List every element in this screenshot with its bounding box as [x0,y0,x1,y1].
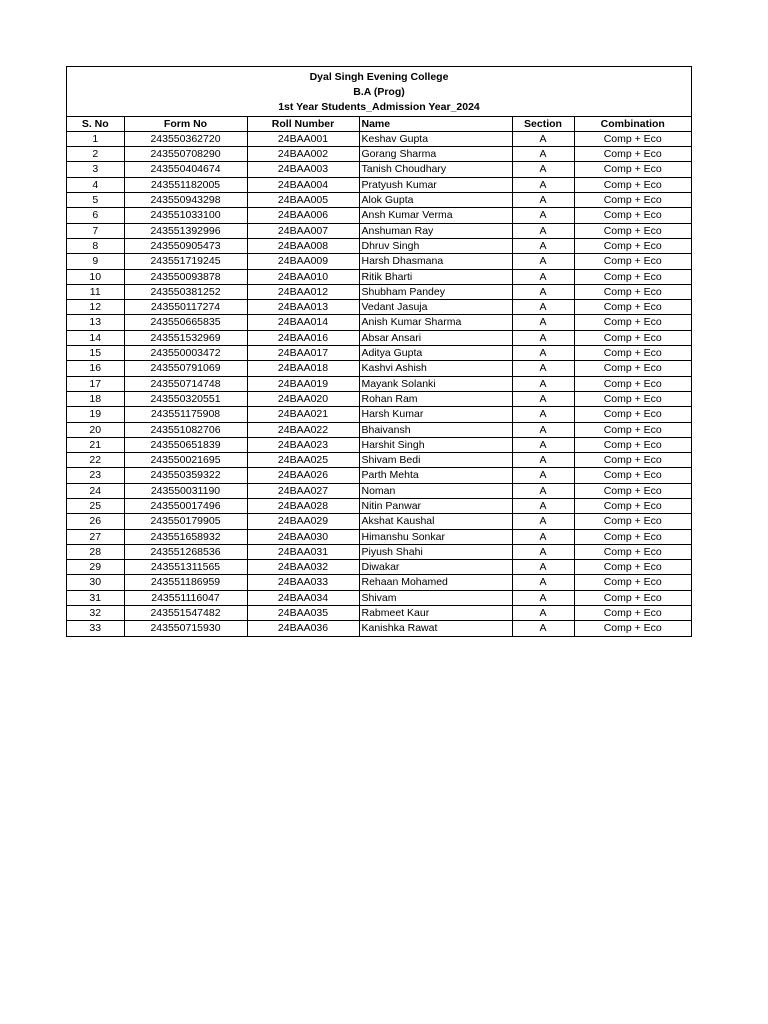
cell-name: Himanshu Sonkar [359,529,512,544]
cell-roll-number: 24BAA006 [247,208,359,223]
cell-section: A [512,606,574,621]
cell-name: Harsh Dhasmana [359,254,512,269]
cell-combination: Comp + Eco [574,621,691,636]
cell-sno: 16 [67,361,124,376]
cell-combination: Comp + Eco [574,147,691,162]
cell-roll-number: 24BAA016 [247,330,359,345]
cell-roll-number: 24BAA032 [247,560,359,575]
cell-name: Diwakar [359,560,512,575]
cell-roll-number: 24BAA028 [247,498,359,513]
cell-section: A [512,468,574,483]
table-row [67,131,691,146]
cell-sno: 6 [67,208,124,223]
table-row [67,498,691,513]
cell-form-no: 243550404674 [124,162,247,177]
cell-section: A [512,376,574,391]
column-header-section: Section [512,117,574,132]
table-row [67,468,691,483]
cell-combination: Comp + Eco [574,131,691,146]
cell-combination: Comp + Eco [574,590,691,605]
cell-name: Kanishka Rawat [359,621,512,636]
cell-form-no: 243551268536 [124,544,247,559]
title-block [67,67,691,117]
students-table [67,117,691,636]
cell-combination: Comp + Eco [574,269,691,284]
cell-form-no: 243551175908 [124,407,247,422]
cell-sno: 13 [67,315,124,330]
cell-roll-number: 24BAA027 [247,483,359,498]
cell-form-no: 243551311565 [124,560,247,575]
cell-section: A [512,453,574,468]
cell-roll-number: 24BAA001 [247,131,359,146]
cell-combination: Comp + Eco [574,407,691,422]
cell-form-no: 243551033100 [124,208,247,223]
cell-name: Shubham Pandey [359,284,512,299]
cell-section: A [512,254,574,269]
cell-name: Absar Ansari [359,330,512,345]
table-row [67,284,691,299]
cell-form-no: 243551116047 [124,590,247,605]
table-header-row [67,117,691,132]
cell-roll-number: 24BAA005 [247,193,359,208]
column-header-combination: Combination [574,117,691,132]
cell-combination: Comp + Eco [574,606,691,621]
cell-name: Shivam Bedi [359,453,512,468]
table-row [67,483,691,498]
cell-combination: Comp + Eco [574,361,691,376]
cell-section: A [512,621,574,636]
table-row [67,238,691,253]
cell-name: Rehaan Mohamed [359,575,512,590]
cell-section: A [512,560,574,575]
cell-section: A [512,575,574,590]
cell-name: Alok Gupta [359,193,512,208]
cell-form-no: 243550665835 [124,315,247,330]
table-row [67,177,691,192]
cell-combination: Comp + Eco [574,560,691,575]
table-row [67,346,691,361]
cell-form-no: 243550381252 [124,284,247,299]
cell-sno: 12 [67,300,124,315]
cell-section: A [512,361,574,376]
cell-form-no: 243551182005 [124,177,247,192]
cell-roll-number: 24BAA030 [247,529,359,544]
college-name: Dyal Singh Evening College [309,71,449,83]
list-subtitle: 1st Year Students_Admission Year_2024 [278,101,480,114]
cell-name: Ansh Kumar Verma [359,208,512,223]
column-header-form-no: Form No [124,117,247,132]
cell-section: A [512,346,574,361]
table-row [67,315,691,330]
cell-roll-number: 24BAA025 [247,453,359,468]
cell-section: A [512,208,574,223]
table-row [67,514,691,529]
cell-form-no: 243550714748 [124,376,247,391]
cell-roll-number: 24BAA004 [247,177,359,192]
cell-combination: Comp + Eco [574,223,691,238]
cell-sno: 14 [67,330,124,345]
cell-combination: Comp + Eco [574,514,691,529]
cell-section: A [512,284,574,299]
cell-form-no: 243550179905 [124,514,247,529]
cell-section: A [512,177,574,192]
table-row [67,437,691,452]
table-row [67,407,691,422]
cell-name: Kashvi Ashish [359,361,512,376]
cell-name: Dhruv Singh [359,238,512,253]
cell-name: Parth Mehta [359,468,512,483]
table-row [67,193,691,208]
cell-name: Rabmeet Kaur [359,606,512,621]
table-row [67,391,691,406]
cell-roll-number: 24BAA008 [247,238,359,253]
column-header-roll-number: Roll Number [247,117,359,132]
cell-combination: Comp + Eco [574,208,691,223]
table-row [67,453,691,468]
cell-sno: 9 [67,254,124,269]
cell-sno: 7 [67,223,124,238]
cell-combination: Comp + Eco [574,544,691,559]
cell-combination: Comp + Eco [574,529,691,544]
cell-name: Keshav Gupta [359,131,512,146]
cell-name: Rohan Ram [359,391,512,406]
cell-roll-number: 24BAA021 [247,407,359,422]
cell-form-no: 243550021695 [124,453,247,468]
cell-form-no: 243550093878 [124,269,247,284]
cell-form-no: 243551658932 [124,529,247,544]
cell-combination: Comp + Eco [574,315,691,330]
cell-sno: 18 [67,391,124,406]
table-row [67,254,691,269]
cell-name: Mayank Solanki [359,376,512,391]
cell-combination: Comp + Eco [574,162,691,177]
cell-combination: Comp + Eco [574,468,691,483]
cell-sno: 28 [67,544,124,559]
cell-name: Nitin Panwar [359,498,512,513]
cell-name: Tanish Choudhary [359,162,512,177]
cell-combination: Comp + Eco [574,238,691,253]
cell-combination: Comp + Eco [574,177,691,192]
cell-section: A [512,529,574,544]
cell-sno: 20 [67,422,124,437]
cell-section: A [512,300,574,315]
cell-form-no: 243550362720 [124,131,247,146]
table-row [67,529,691,544]
cell-name: Gorang Sharma [359,147,512,162]
cell-sno: 15 [67,346,124,361]
cell-form-no: 243550117274 [124,300,247,315]
cell-roll-number: 24BAA020 [247,391,359,406]
course-name: B.A (Prog) [353,86,405,99]
cell-section: A [512,498,574,513]
cell-roll-number: 24BAA009 [247,254,359,269]
cell-section: A [512,544,574,559]
cell-section: A [512,131,574,146]
cell-name: Akshat Kaushal [359,514,512,529]
cell-form-no: 243550003472 [124,346,247,361]
cell-section: A [512,223,574,238]
cell-roll-number: 24BAA029 [247,514,359,529]
cell-form-no: 243551186959 [124,575,247,590]
table-row [67,621,691,636]
cell-combination: Comp + Eco [574,437,691,452]
cell-sno: 33 [67,621,124,636]
cell-form-no: 243550651839 [124,437,247,452]
cell-sno: 1 [67,131,124,146]
cell-sno: 3 [67,162,124,177]
cell-section: A [512,238,574,253]
cell-sno: 32 [67,606,124,621]
cell-roll-number: 24BAA035 [247,606,359,621]
cell-combination: Comp + Eco [574,391,691,406]
cell-form-no: 243550715930 [124,621,247,636]
cell-roll-number: 24BAA007 [247,223,359,238]
cell-roll-number: 24BAA033 [247,575,359,590]
cell-section: A [512,269,574,284]
cell-sno: 23 [67,468,124,483]
cell-combination: Comp + Eco [574,284,691,299]
cell-sno: 5 [67,193,124,208]
cell-combination: Comp + Eco [574,575,691,590]
cell-sno: 26 [67,514,124,529]
cell-name: Aditya Gupta [359,346,512,361]
cell-name: Piyush Shahi [359,544,512,559]
cell-sno: 30 [67,575,124,590]
cell-form-no: 243550017496 [124,498,247,513]
column-header-sno: S. No [67,117,124,132]
cell-roll-number: 24BAA023 [247,437,359,452]
cell-name: Anshuman Ray [359,223,512,238]
cell-section: A [512,483,574,498]
cell-name: Bhaivansh [359,422,512,437]
cell-sno: 24 [67,483,124,498]
cell-name: Pratyush Kumar [359,177,512,192]
cell-form-no: 243550905473 [124,238,247,253]
table-row [67,606,691,621]
cell-section: A [512,315,574,330]
table-row [67,300,691,315]
cell-section: A [512,514,574,529]
table-row [67,223,691,238]
cell-form-no: 243551719245 [124,254,247,269]
table-row [67,147,691,162]
table-body [67,131,691,635]
cell-sno: 19 [67,407,124,422]
cell-section: A [512,391,574,406]
cell-form-no: 243551082706 [124,422,247,437]
cell-roll-number: 24BAA003 [247,162,359,177]
cell-roll-number: 24BAA022 [247,422,359,437]
cell-roll-number: 24BAA031 [247,544,359,559]
cell-sno: 8 [67,238,124,253]
cell-roll-number: 24BAA017 [247,346,359,361]
cell-form-no: 243551392996 [124,223,247,238]
cell-sno: 27 [67,529,124,544]
table-row [67,361,691,376]
cell-form-no: 243550791069 [124,361,247,376]
cell-roll-number: 24BAA036 [247,621,359,636]
cell-roll-number: 24BAA018 [247,361,359,376]
cell-form-no: 243550031190 [124,483,247,498]
cell-roll-number: 24BAA026 [247,468,359,483]
cell-sno: 4 [67,177,124,192]
cell-sno: 31 [67,590,124,605]
cell-name: Anish Kumar Sharma [359,315,512,330]
cell-form-no: 243550708290 [124,147,247,162]
cell-sno: 29 [67,560,124,575]
cell-roll-number: 24BAA034 [247,590,359,605]
cell-sno: 2 [67,147,124,162]
cell-section: A [512,437,574,452]
table-row [67,590,691,605]
cell-form-no: 243551532969 [124,330,247,345]
cell-sno: 21 [67,437,124,452]
cell-form-no: 243550943298 [124,193,247,208]
cell-combination: Comp + Eco [574,453,691,468]
table-row [67,575,691,590]
cell-sno: 25 [67,498,124,513]
cell-combination: Comp + Eco [574,300,691,315]
cell-combination: Comp + Eco [574,422,691,437]
cell-form-no: 243551547482 [124,606,247,621]
cell-section: A [512,590,574,605]
cell-roll-number: 24BAA014 [247,315,359,330]
cell-combination: Comp + Eco [574,498,691,513]
cell-sno: 11 [67,284,124,299]
cell-sno: 17 [67,376,124,391]
cell-roll-number: 24BAA019 [247,376,359,391]
cell-section: A [512,407,574,422]
cell-combination: Comp + Eco [574,193,691,208]
table-row [67,208,691,223]
cell-name: Harsh Kumar [359,407,512,422]
cell-name: Shivam [359,590,512,605]
table-row [67,330,691,345]
cell-section: A [512,162,574,177]
cell-name: Noman [359,483,512,498]
cell-form-no: 243550359322 [124,468,247,483]
cell-combination: Comp + Eco [574,376,691,391]
table-row [67,162,691,177]
cell-name: Vedant Jasuja [359,300,512,315]
cell-roll-number: 24BAA010 [247,269,359,284]
cell-form-no: 243550320551 [124,391,247,406]
cell-name: Ritik Bharti [359,269,512,284]
column-header-name: Name [359,117,512,132]
cell-roll-number: 24BAA012 [247,284,359,299]
cell-roll-number: 24BAA002 [247,147,359,162]
table-row [67,544,691,559]
table-row [67,560,691,575]
table-row [67,269,691,284]
table-row [67,422,691,437]
cell-section: A [512,147,574,162]
cell-sno: 22 [67,453,124,468]
cell-section: A [512,422,574,437]
cell-combination: Comp + Eco [574,483,691,498]
table-row [67,376,691,391]
cell-section: A [512,330,574,345]
cell-name: Harshit Singh [359,437,512,452]
student-list-sheet [66,66,692,637]
cell-combination: Comp + Eco [574,254,691,269]
cell-sno: 10 [67,269,124,284]
cell-combination: Comp + Eco [574,346,691,361]
cell-section: A [512,193,574,208]
cell-combination: Comp + Eco [574,330,691,345]
cell-roll-number: 24BAA013 [247,300,359,315]
